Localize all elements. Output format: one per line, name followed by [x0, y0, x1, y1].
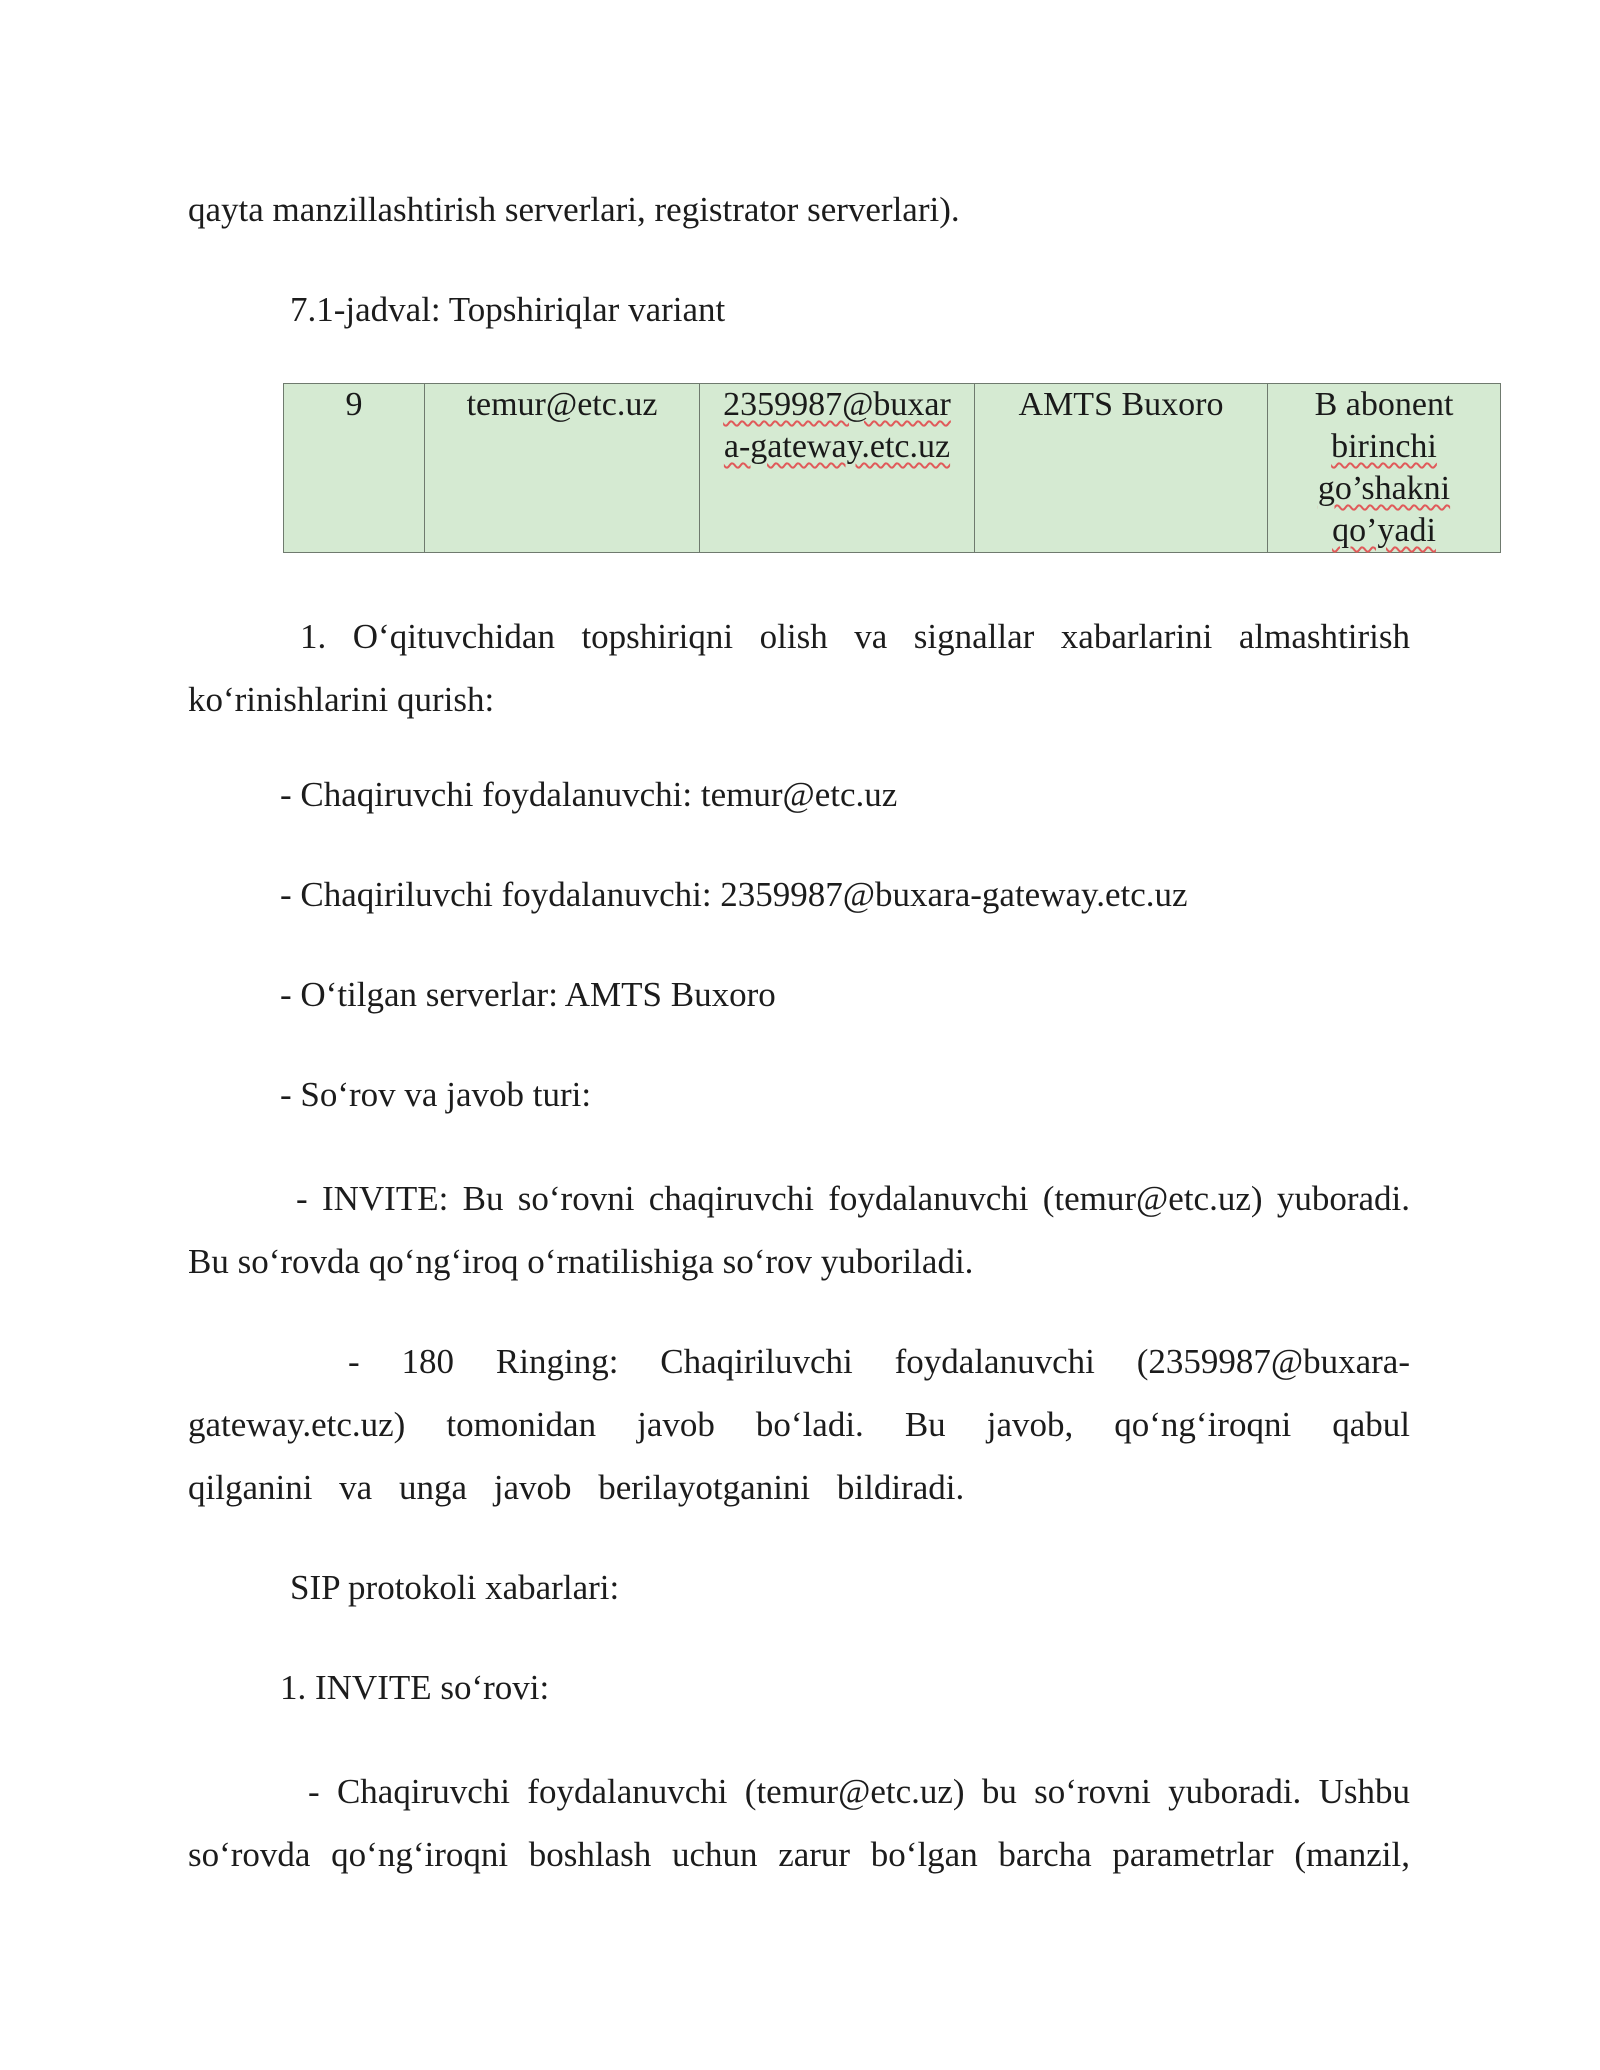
task-line-2: birinchi: [1331, 428, 1437, 465]
server-cell: AMTS Buxoro: [975, 384, 1268, 553]
item-1-paragraph: 1. O‘qituvchidan topshiriqni olish va signallar xabarlarini almashtirish ko‘rinishlarini qurish:: [188, 617, 1410, 719]
task-cell: [1268, 384, 1501, 553]
invite-heading: 1. INVITE so‘rovi:: [280, 1668, 550, 1707]
callee-part-1: 2359987@buxar: [723, 386, 951, 423]
variant-table: [283, 383, 1501, 553]
callee-cell: [700, 384, 975, 553]
caller-line: - Chaqiruvchi foydalanuvchi: temur@etc.uz: [280, 775, 898, 814]
last-paragraph: - Chaqiruvchi foydalanuvchi (temur@etc.uz) bu so‘rovni yuboradi. Ushbu so‘rovda qo‘ng‘iroqni boshlash uchun zarur bo‘lgan barcha parametrlar (manzil,: [188, 1772, 1410, 1874]
task-line-4: qo’yadi: [1332, 512, 1436, 549]
servers-line: - O‘tilgan serverlar: AMTS Buxoro: [280, 975, 776, 1014]
ringing-paragraph: - 180 Ringing: Chaqiriluvchi foydalanuvchi (2359987@buxara-gateway.etc.uz) tomonidan javob bo‘ladi. Bu javob, qo‘ng‘iroqni qabul qilganini va unga javob berilayotganini bildiradi.: [188, 1342, 1410, 1507]
top-line: qayta manzillashtirish serverlari, registrator serverlari).: [188, 190, 960, 229]
invite-paragraph: - INVITE: Bu so‘rovni chaqiruvchi foydalanuvchi (temur@etc.uz) yuboradi. Bu so‘rovda qo‘ng‘iroq o‘rnatilishiga so‘rov yuboriladi.: [188, 1179, 1410, 1281]
request-type-line: - So‘rov va javob turi:: [280, 1075, 592, 1114]
table-caption: 7.1-jadval: Topshiriqlar variant: [290, 290, 726, 329]
table-row: [284, 384, 1501, 553]
sip-heading: SIP protokoli xabarlari:: [290, 1568, 620, 1607]
caller-cell: temur@etc.uz: [425, 384, 700, 553]
callee-line: - Chaqiriluvchi foydalanuvchi: 2359987@buxara-gateway.etc.uz: [280, 875, 1188, 914]
task-line-3: go’shakni: [1317, 470, 1451, 507]
callee-part-2: a-gateway.etc.uz: [723, 428, 951, 465]
task-line-1: B abonent: [1314, 386, 1454, 423]
variant-number-cell: 9: [284, 384, 425, 553]
